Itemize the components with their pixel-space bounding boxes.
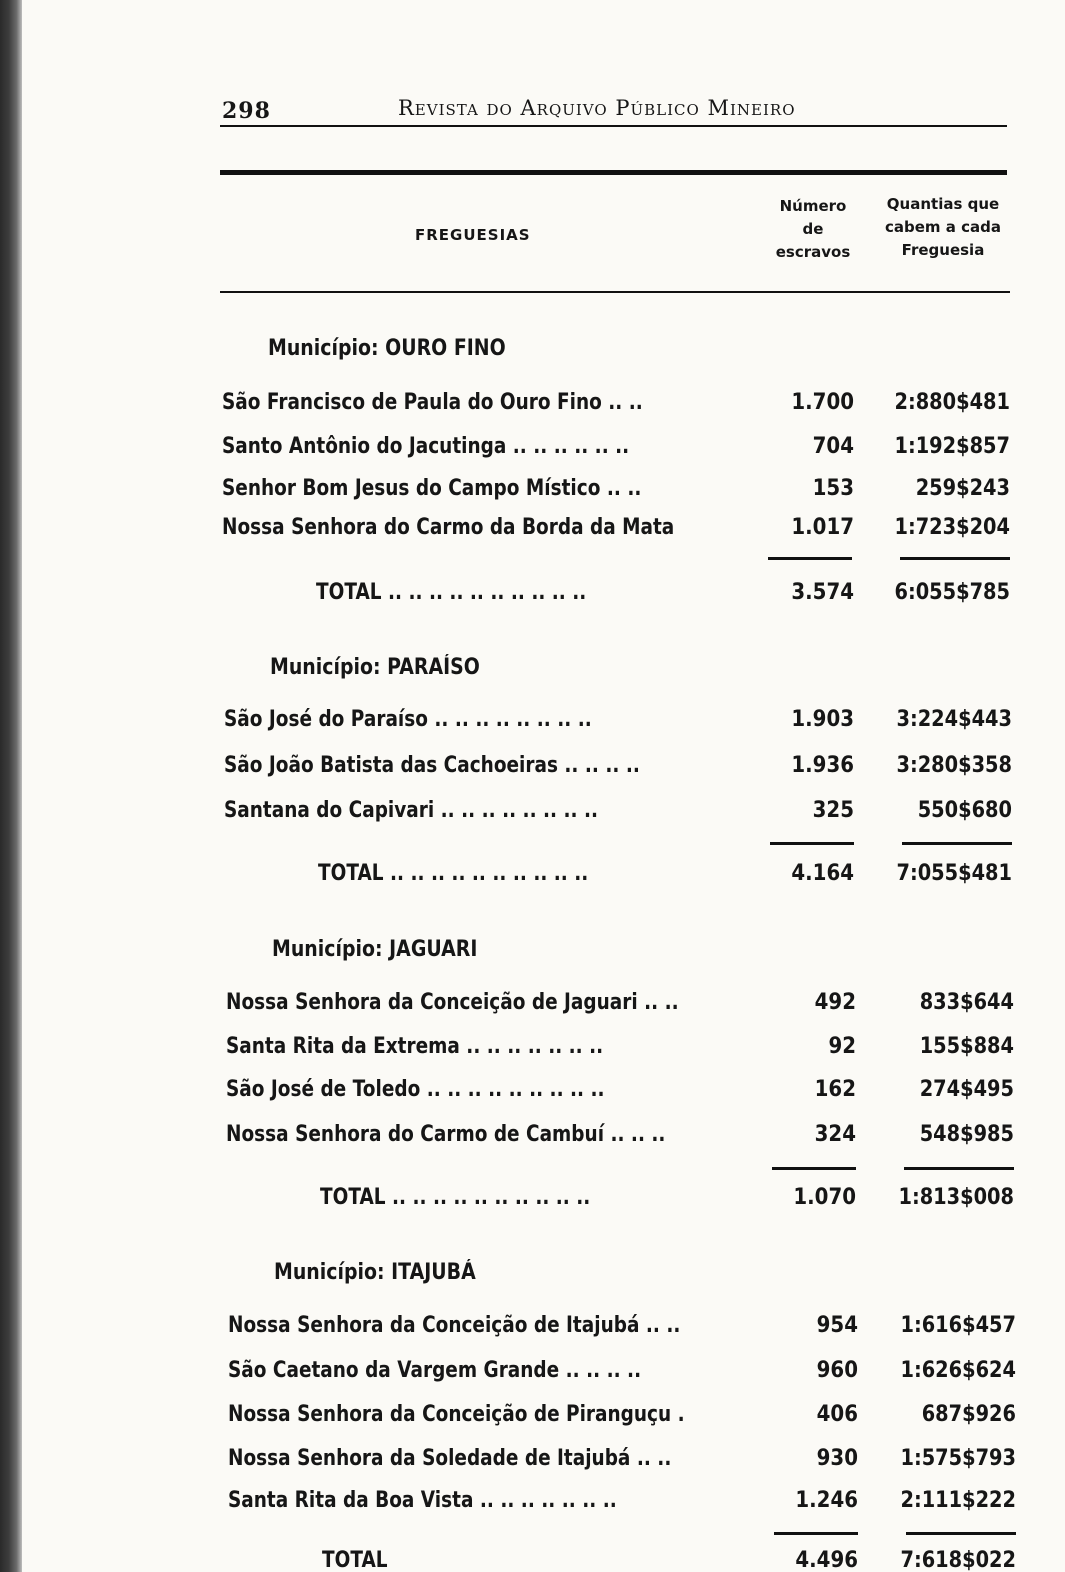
total-escravos: 4.496 <box>795 1548 858 1572</box>
quantia-value: 550$680 <box>917 798 1012 823</box>
total-quantia: 6:055$785 <box>894 580 1010 605</box>
table-row <box>224 753 1014 785</box>
quantia-value: 2:880$481 <box>894 390 1010 415</box>
column-header-quantias-line: cabem a cada <box>885 218 1001 236</box>
escravos-value: 162 <box>814 1077 856 1102</box>
freguesia-name: Santa Rita da Boa Vista .. .. .. .. .. .. .. <box>228 1488 617 1513</box>
escravos-value: 492 <box>814 990 856 1015</box>
sum-rule <box>902 842 1012 845</box>
book-binding-edge <box>0 0 22 1572</box>
table-row <box>224 798 1014 830</box>
quantia-value: 1:723$204 <box>894 515 1010 540</box>
table-row <box>228 1313 1018 1345</box>
quantia-value: 687$926 <box>921 1402 1016 1427</box>
escravos-value: 1.246 <box>795 1488 858 1513</box>
freguesia-name: Santana do Capivari .. .. .. .. .. .. .. .. <box>224 798 599 823</box>
escravos-value: 406 <box>816 1402 858 1427</box>
total-row <box>222 580 1012 612</box>
freguesia-name: Nossa Senhora do Carmo da Borda da Mata <box>222 515 675 540</box>
freguesia-name: Nossa Senhora da Conceição de Piranguçu . <box>228 1402 685 1427</box>
quantia-value: 274$495 <box>919 1077 1014 1102</box>
table-row <box>228 1402 1018 1434</box>
escravos-value: 92 <box>828 1034 856 1059</box>
municipio-heading: Município: PARAÍSO <box>270 655 480 680</box>
column-header-quantias <box>872 193 1014 262</box>
total-row <box>224 861 1014 893</box>
freguesia-name: Nossa Senhora da Soledade de Itajubá .. .. <box>228 1446 672 1471</box>
table-row <box>222 515 1012 547</box>
total-quantia: 7:055$481 <box>896 861 1012 886</box>
sum-rule <box>770 842 854 845</box>
escravos-value: 930 <box>816 1446 858 1471</box>
running-title: Revista do Arquivo Público Mineiro <box>398 96 796 120</box>
column-header-numero <box>760 195 866 264</box>
quantia-value: 1:626$624 <box>900 1358 1016 1383</box>
escravos-value: 153 <box>812 476 854 501</box>
total-quantia: 7:618$022 <box>900 1548 1016 1572</box>
quantia-value: 1:616$457 <box>900 1313 1016 1338</box>
freguesia-name: Senhor Bom Jesus do Campo Místico .. .. <box>222 476 642 501</box>
table-top-rule <box>220 170 1007 175</box>
freguesia-name: Nossa Senhora do Carmo de Cambuí .. .. .. <box>226 1122 666 1147</box>
table-row <box>228 1358 1018 1390</box>
total-escravos: 1.070 <box>793 1185 856 1210</box>
quantia-value: 155$884 <box>919 1034 1014 1059</box>
total-escravos: 3.574 <box>791 580 854 605</box>
quantia-value: 833$644 <box>919 990 1014 1015</box>
sum-rule <box>768 557 852 560</box>
escravos-value: 325 <box>812 798 854 823</box>
freguesia-name: São Francisco de Paula do Ouro Fino .. .. <box>222 390 643 415</box>
table-row <box>228 1488 1018 1520</box>
municipio-heading: Município: OURO FINO <box>268 336 506 361</box>
quantia-value: 2:111$222 <box>900 1488 1016 1513</box>
municipio-heading: Município: JAGUARI <box>272 937 478 962</box>
quantia-value: 1:575$793 <box>900 1446 1016 1471</box>
total-row <box>226 1185 1016 1217</box>
table-row <box>226 1034 1016 1066</box>
page-number: 298 <box>222 98 271 124</box>
escravos-value: 1.936 <box>791 753 854 778</box>
escravos-value: 324 <box>814 1122 856 1147</box>
escravos-value: 704 <box>812 434 854 459</box>
header-bottom-rule <box>220 291 1010 293</box>
quantia-value: 1:192$857 <box>894 434 1010 459</box>
total-label: TOTAL <box>322 1548 388 1572</box>
freguesia-name: São Caetano da Vargem Grande .. .. .. .. <box>228 1358 642 1383</box>
quantia-value: 259$243 <box>915 476 1010 501</box>
table-row <box>226 1122 1016 1154</box>
table-row <box>228 1446 1018 1478</box>
freguesia-name: São João Batista das Cachoeiras .. .. .. .. <box>224 753 640 778</box>
table-row <box>222 434 1012 466</box>
total-label: TOTAL .. .. .. .. .. .. .. .. .. .. <box>318 861 589 886</box>
escravos-value: 1.017 <box>791 515 854 540</box>
table-row <box>226 990 1016 1022</box>
sum-rule <box>774 1532 858 1535</box>
column-header-freguesias: FREGUESIAS <box>415 226 531 244</box>
total-row <box>228 1548 1018 1572</box>
column-header-quantias-line: Quantias que <box>886 195 1000 213</box>
total-escravos: 4.164 <box>791 861 854 886</box>
column-header-numero-line: de <box>802 220 824 238</box>
freguesia-name: São José de Toledo .. .. .. .. .. .. .. .. .. <box>226 1077 605 1102</box>
sum-rule <box>900 557 1010 560</box>
freguesia-name: Nossa Senhora da Conceição de Itajubá .. .. <box>228 1313 681 1338</box>
table-row <box>222 476 1012 508</box>
quantia-value: 3:224$443 <box>896 707 1012 732</box>
quantia-value: 548$985 <box>919 1122 1014 1147</box>
column-header-numero-line: escravos <box>775 243 851 261</box>
escravos-value: 954 <box>816 1313 858 1338</box>
total-label: TOTAL .. .. .. .. .. .. .. .. .. .. <box>320 1185 591 1210</box>
freguesia-name: Santa Rita da Extrema .. .. .. .. .. .. .. <box>226 1034 604 1059</box>
freguesia-name: Santo Antônio do Jacutinga .. .. .. .. .. .. <box>222 434 630 459</box>
total-label: TOTAL .. .. .. .. .. .. .. .. .. .. <box>316 580 587 605</box>
column-header-numero-line: Número <box>779 197 847 215</box>
municipio-heading: Município: ITAJUBÁ <box>274 1260 476 1285</box>
sum-rule <box>772 1167 856 1170</box>
sum-rule <box>906 1532 1016 1535</box>
freguesia-name: Nossa Senhora da Conceição de Jaguari .. .. <box>226 990 679 1015</box>
sum-rule <box>904 1167 1014 1170</box>
header-rule <box>220 125 1007 127</box>
total-quantia: 1:813$008 <box>898 1185 1014 1210</box>
column-header-quantias-line: Freguesia <box>901 241 985 259</box>
freguesia-name: São José do Paraíso .. .. .. .. .. .. .. .. <box>224 707 592 732</box>
table-row <box>222 390 1012 422</box>
table-row <box>226 1077 1016 1109</box>
escravos-value: 1.700 <box>791 390 854 415</box>
escravos-value: 1.903 <box>791 707 854 732</box>
escravos-value: 960 <box>816 1358 858 1383</box>
quantia-value: 3:280$358 <box>896 753 1012 778</box>
table-row <box>224 707 1014 739</box>
